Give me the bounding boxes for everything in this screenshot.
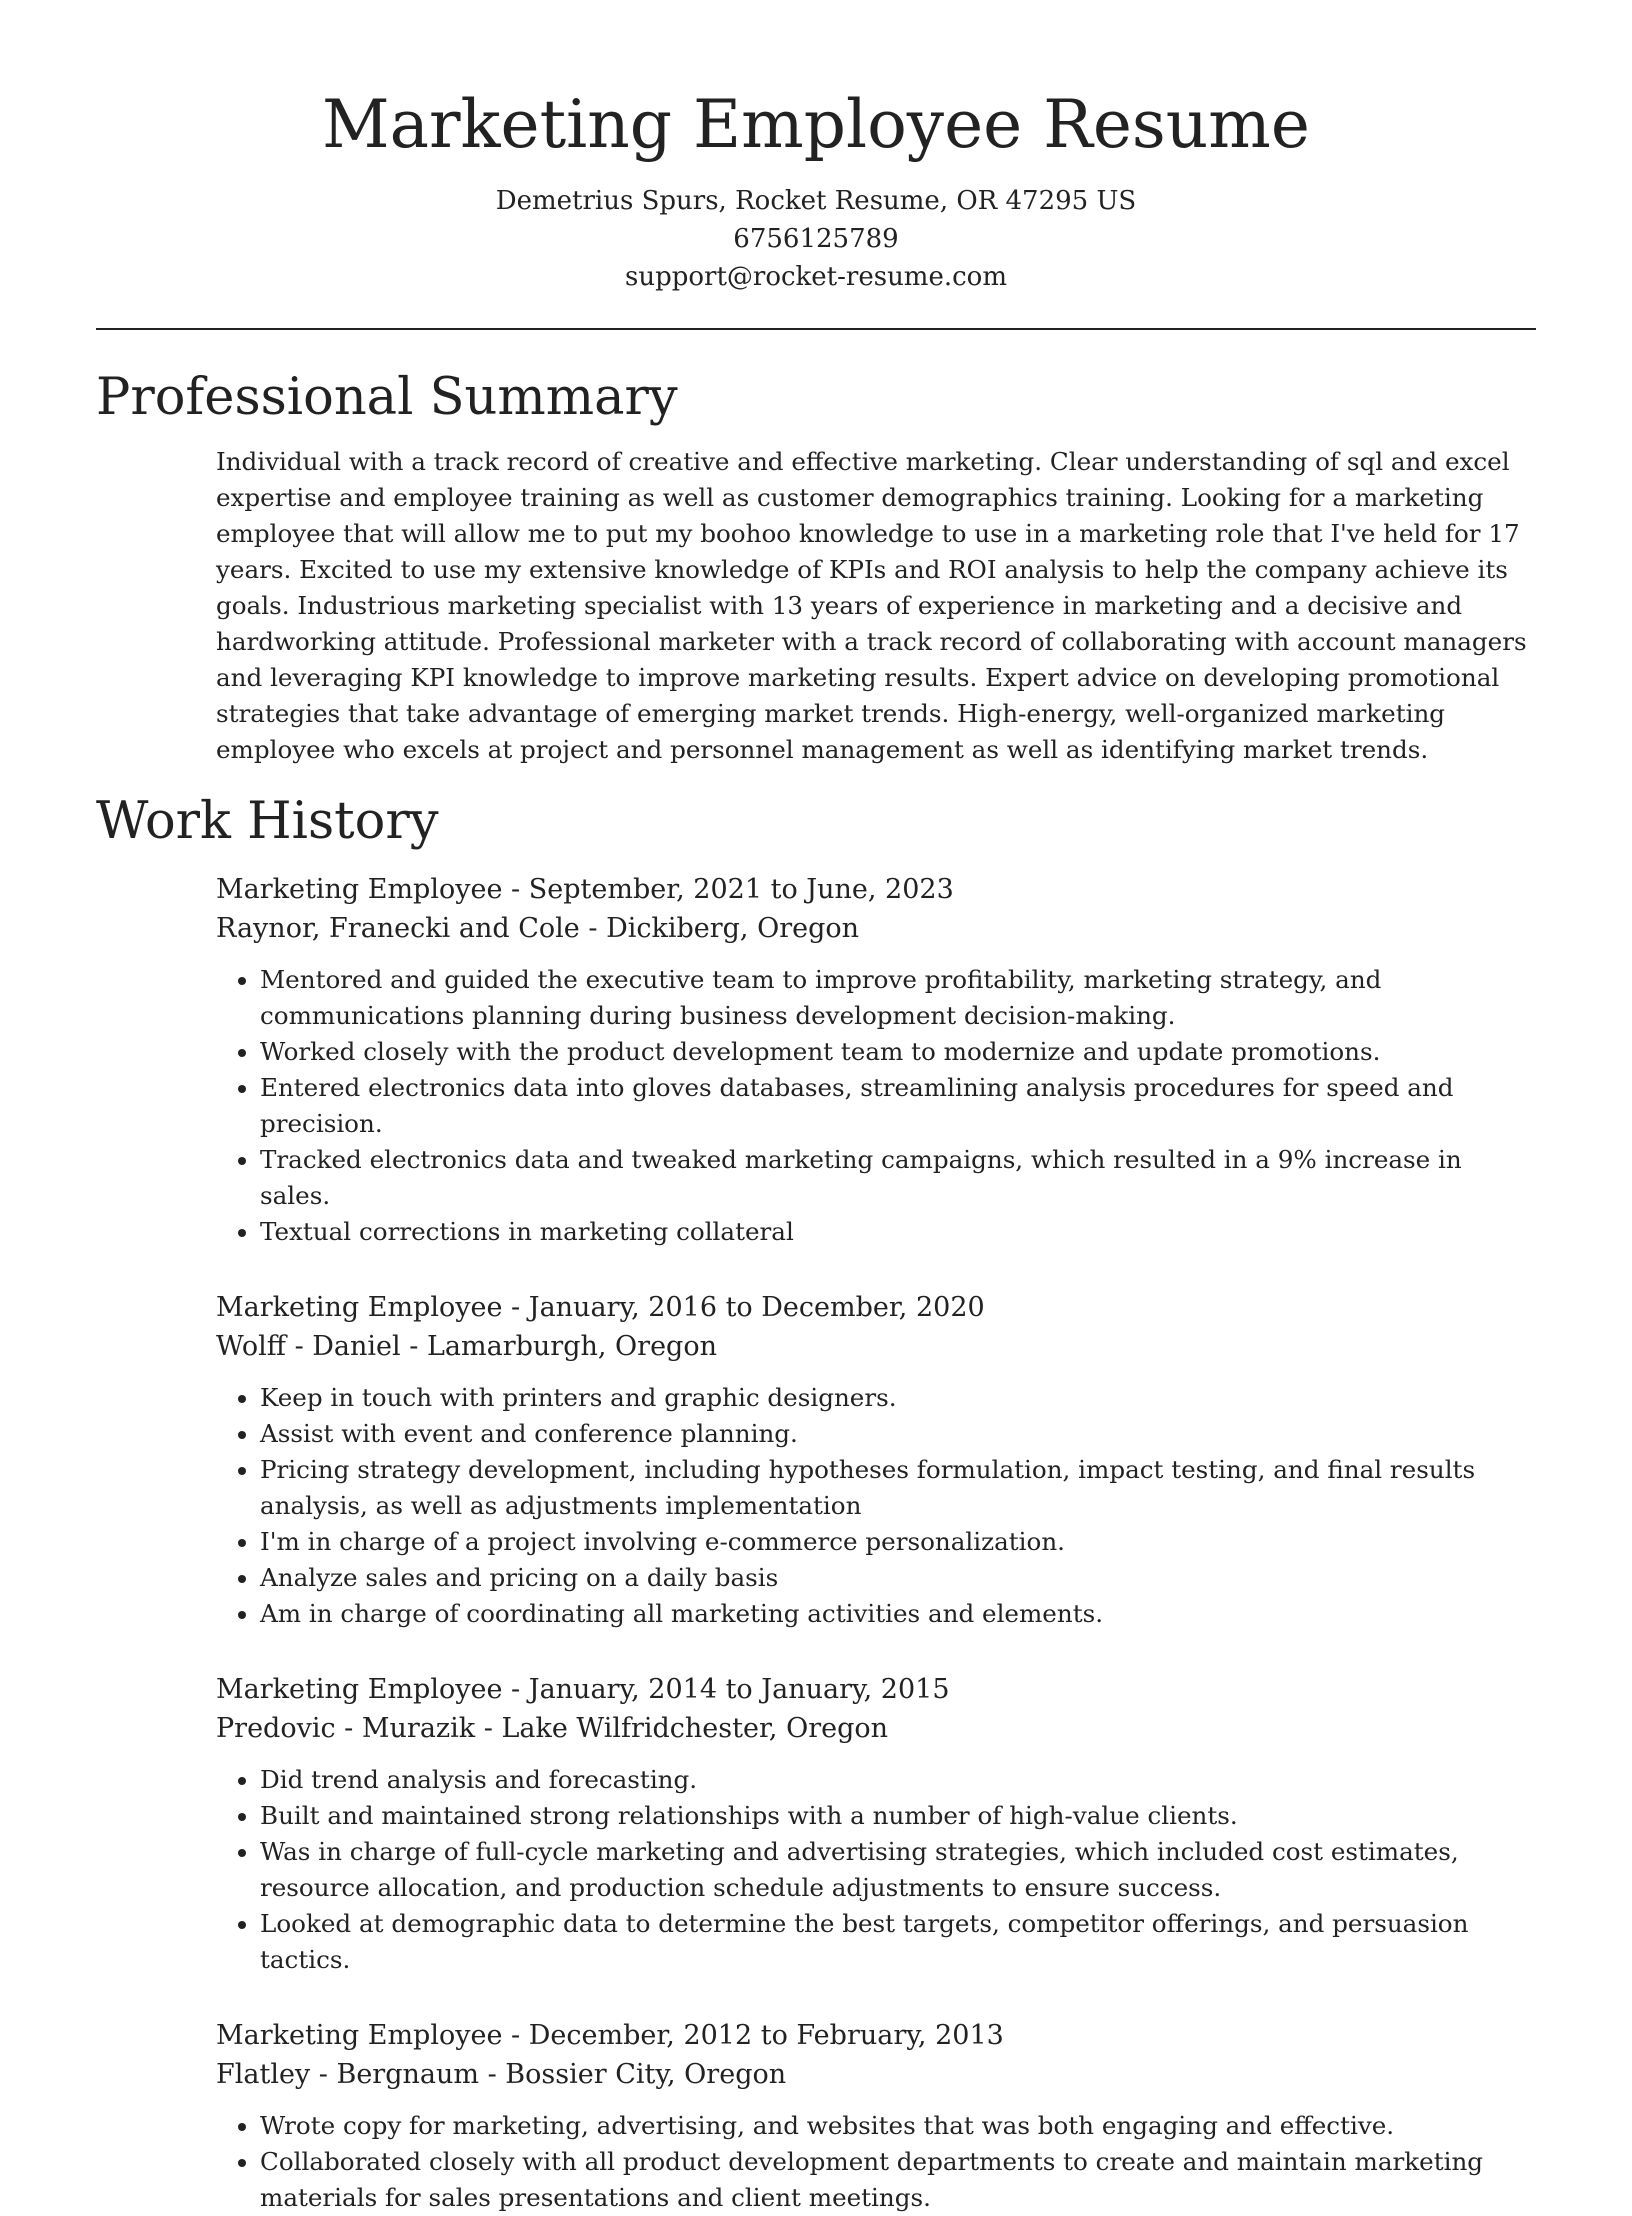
contact-email: support@rocket-resume.com	[624, 262, 1007, 292]
section-heading-work-history: Work History	[96, 792, 439, 851]
job-duty-item: • Pricing strategy development, including hypotheses formulation, impact testing, and final results analysis, as well as adjustments implementation	[260, 1452, 1536, 1524]
job-duty-item: • Collaborated closely with all product development departments to create and maintain marketing materials for sales presentations and client meetings.	[260, 2144, 1536, 2216]
summary-paragraph: Individual with a track record of creative and effective marketing. Clear understanding of sql and excel expertise and employee training as well as customer demographics training. Looking for a marketing employee that will allow me to put my boohoo knowledge to use in a marketing role that I've held for 17 years. Excited to use my extensive knowledge of KPIs and ROI analysis to help the company achieve its goals. Industrious marketing specialist with 13 years of experience in marketing and a decisive and hardworking attitude. Professional marketer with a track record of collaborating with account managers and leveraging KPI knowledge to improve marketing results. Expert advice on developing promotional strategies that take advantage of emerging market trends. High-energy, well-organized marketing employee who excels at project and personnel management as well as identifying market trends.	[216, 447, 1527, 764]
job-role: Marketing Employee	[216, 874, 503, 905]
job-entry	[216, 1288, 1536, 1632]
job-duty-item: • Tracked electronics data and tweaked marketing campaigns, which resulted in a 9% increase in sales.	[260, 1142, 1536, 1214]
job-duty-item: • Textual corrections in marketing collateral	[260, 1214, 1536, 1250]
job-duty-item: • Built and maintained strong relationships with a number of high-value clients.	[260, 1798, 1536, 1834]
resume-header	[96, 0, 1536, 296]
job-list	[216, 870, 1536, 2216]
job-role: Marketing Employee	[216, 1292, 503, 1323]
job-dates: September, 2021 to June, 2023	[528, 874, 954, 905]
separator: -	[588, 913, 598, 944]
job-duty-item: • Entered electronics data into gloves databases, streamlining analysis procedures for speed and precision.	[260, 1070, 1536, 1142]
job-role: Marketing Employee	[216, 2020, 503, 2051]
job-duties-list	[216, 2108, 1536, 2216]
job-duty-item: • Did trend analysis and forecasting.	[260, 1762, 1536, 1798]
job-company: Wolff - Daniel	[216, 1331, 401, 1362]
job-title-line	[216, 870, 1536, 909]
section-heading-summary: Professional Summary	[96, 368, 678, 427]
job-title-line	[216, 1288, 1536, 1327]
job-duty-item: • Mentored and guided the executive team to improve profitability, marketing strategy, and communications planning during business development decision-making.	[260, 962, 1536, 1034]
job-title-line	[216, 1670, 1536, 1709]
professional-summary-section	[96, 366, 1536, 768]
job-company-line	[216, 1709, 1536, 1748]
job-duty-item: • Am in charge of coordinating all marketing activities and elements.	[260, 1596, 1536, 1632]
job-location: Lamarburgh, Oregon	[426, 1331, 717, 1362]
job-title-line	[216, 2016, 1536, 2055]
job-entry	[216, 2016, 1536, 2216]
job-entry	[216, 1670, 1536, 1978]
separator: -	[483, 1713, 493, 1744]
job-duty-item: • I'm in charge of a project involving e-commerce personalization.	[260, 1524, 1536, 1560]
contact-address: Demetrius Spurs, Rocket Resume, OR 47295 US	[495, 186, 1137, 216]
job-duties-list	[216, 1380, 1536, 1632]
job-duties-list	[216, 1762, 1536, 1978]
separator: -	[511, 1292, 521, 1323]
job-company-line	[216, 2055, 1536, 2094]
job-company-line	[216, 1327, 1536, 1366]
job-duty-item: • Worked closely with the product development team to modernize and update promotions.	[260, 1034, 1536, 1070]
separator: -	[487, 2059, 497, 2090]
contact-block	[96, 182, 1536, 296]
job-duty-item: • Assist with event and conference planning.	[260, 1416, 1536, 1452]
job-role: Marketing Employee	[216, 1674, 503, 1705]
job-dates: January, 2016 to December, 2020	[528, 1292, 985, 1323]
separator: -	[511, 2020, 521, 2051]
resume-page	[96, 0, 1536, 2216]
work-history-section	[96, 790, 1536, 2216]
job-entry	[216, 870, 1536, 1250]
job-dates: January, 2014 to January, 2015	[528, 1674, 950, 1705]
job-location: Dickiberg, Oregon	[606, 913, 860, 944]
job-duty-item: • Was in charge of full-cycle marketing and advertising strategies, which included cost estimates, resource allocation, and production schedule adjustments to ensure success.	[260, 1834, 1536, 1906]
job-duty-item: • Analyze sales and pricing on a daily basis	[260, 1560, 1536, 1596]
job-company-line	[216, 909, 1536, 948]
job-company: Predovic - Murazik	[216, 1713, 476, 1744]
header-divider	[96, 328, 1536, 330]
job-duties-list	[216, 962, 1536, 1250]
resume-title: Marketing Employee Resume	[322, 86, 1310, 163]
separator: -	[511, 874, 521, 905]
job-location: Bossier City, Oregon	[505, 2059, 787, 2090]
job-duty-item: • Keep in touch with printers and graphic designers.	[260, 1380, 1536, 1416]
job-duty-item: • Wrote copy for marketing, advertising, and websites that was both engaging and effective.	[260, 2108, 1536, 2144]
job-dates: December, 2012 to February, 2013	[528, 2020, 1004, 2051]
job-company: Raynor, Franecki and Cole	[216, 913, 580, 944]
job-company: Flatley - Bergnaum	[216, 2059, 479, 2090]
separator: -	[511, 1674, 521, 1705]
separator: -	[409, 1331, 419, 1362]
job-duty-item: • Looked at demographic data to determine the best targets, competitor offerings, and persuasion tactics.	[260, 1906, 1536, 1978]
contact-phone: 6756125789	[733, 224, 899, 254]
job-location: Lake Wilfridchester, Oregon	[501, 1713, 889, 1744]
